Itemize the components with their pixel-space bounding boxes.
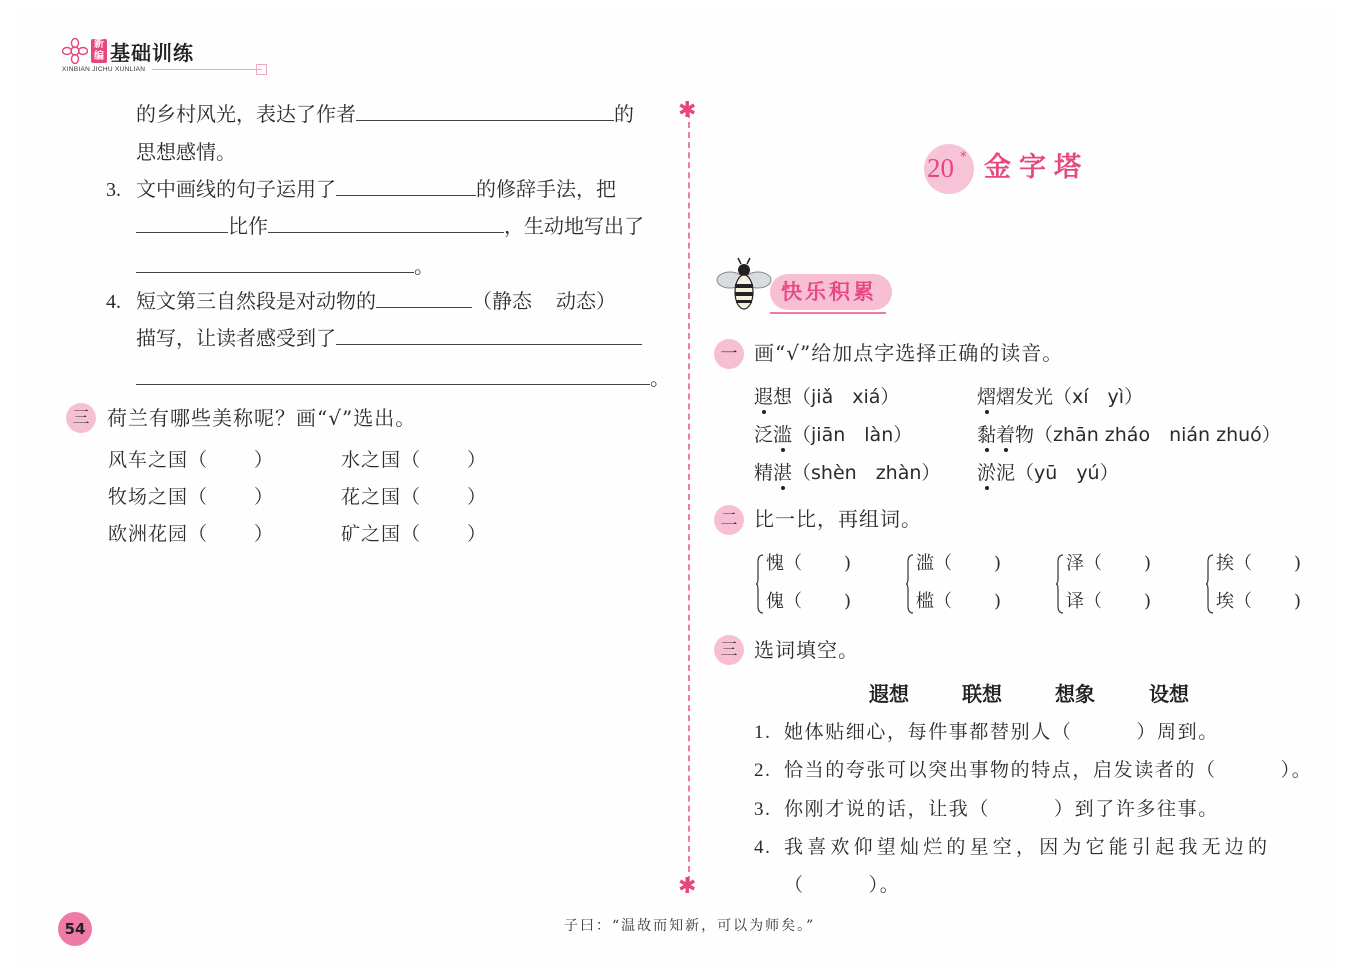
paren: （ [784, 874, 805, 896]
paren: ) [994, 553, 1002, 574]
pronunciation-item[interactable] [977, 423, 1281, 447]
paren: ) [844, 591, 852, 612]
brace-icon [906, 554, 914, 614]
word-bank-item: 想象 [1055, 682, 1095, 706]
question-number: 4. [106, 291, 121, 313]
option-item[interactable] [108, 448, 274, 472]
pronunciation-item[interactable] [977, 461, 1119, 485]
fill-item[interactable] [754, 835, 1271, 860]
compare-pair [1056, 552, 1160, 616]
fill-item-continuation[interactable] [784, 873, 900, 897]
option-item[interactable] [341, 522, 487, 546]
word-bank-item: 联想 [962, 682, 1002, 706]
question-4-line-3 [136, 366, 670, 390]
answer-blank[interactable] [356, 102, 614, 121]
pair-char[interactable]: 泽（ [1066, 553, 1102, 574]
series-badge: 新编 [91, 39, 107, 63]
question-4-line-1 [106, 289, 616, 314]
answer-blank[interactable] [376, 289, 472, 308]
option-label: 矿之国（ [341, 523, 422, 545]
page-number: 54 [58, 912, 92, 946]
flower-logo-icon [62, 38, 88, 64]
fill-item[interactable] [754, 758, 1312, 783]
option-label: 风车之国（ [108, 449, 209, 471]
question-number: 3. [106, 179, 121, 201]
bee-icon [714, 256, 772, 314]
option-item[interactable] [108, 522, 274, 546]
paren: ) [1294, 591, 1302, 612]
word-rest: 想 [773, 386, 793, 408]
pair-char[interactable]: 槛（ [916, 591, 952, 612]
word-bank-item: 设想 [1149, 682, 1189, 706]
word-rest: 泥 [996, 462, 1016, 484]
answer-blank[interactable] [336, 177, 476, 196]
left-line-2: 思想感情。 [136, 140, 236, 164]
brace-icon [1056, 554, 1064, 614]
word-rest: 熠发光 [996, 386, 1054, 408]
left-line-1 [136, 102, 634, 126]
paren: ） [467, 449, 488, 471]
section-3-question: 选词填空。 [754, 638, 859, 662]
section-badge: 二 [714, 505, 744, 535]
dotted-char: 着 [996, 424, 1016, 446]
answer-blank[interactable] [136, 366, 650, 385]
question-number: 2. [754, 760, 772, 781]
paren: ） [254, 449, 275, 471]
text: ）周到。 [1136, 721, 1219, 743]
text: 的乡村风光，表达了作者 [136, 102, 356, 126]
question-3-line-2 [136, 214, 644, 238]
paren: ) [1144, 591, 1152, 612]
series-pinyin: XINBIAN JICHU XUNLIAN [62, 66, 146, 73]
option-item[interactable] [341, 448, 487, 472]
dotted-char: 熠 [977, 386, 997, 408]
paren: ) [994, 591, 1002, 612]
pair-char[interactable]: 译（ [1066, 591, 1102, 612]
question-number: 1. [754, 722, 772, 743]
answer-blank[interactable] [136, 254, 414, 273]
word-start: 泛 [754, 424, 774, 446]
pair-char[interactable]: 愧（ [766, 553, 802, 574]
dotted-char: 淤 [977, 462, 997, 484]
pronunciation-item[interactable] [754, 385, 899, 409]
section-tag-label: 快乐积累 [781, 280, 877, 304]
fill-item[interactable] [754, 720, 1219, 745]
text: 比作 [228, 214, 268, 238]
dotted-char: 湛 [773, 462, 793, 484]
footer-quote: 子曰：“温故而知新，可以为师矣。” [564, 918, 816, 934]
lesson-number: 20 [927, 153, 954, 183]
question-number: 4. [754, 837, 772, 858]
brace-icon [756, 554, 764, 614]
paren: ) [1144, 553, 1152, 574]
option-label: 欧洲花园（ [108, 523, 209, 545]
answer-blank[interactable] [136, 214, 228, 233]
text: 短文第三自然段是对动物的 [136, 289, 376, 313]
pronunciation-item[interactable] [754, 423, 912, 447]
paren: ） [467, 486, 488, 508]
header-box-decoration [256, 64, 267, 75]
pinyin-options: （jiǎ xiá） [792, 386, 900, 408]
pronunciation-item[interactable] [977, 385, 1143, 409]
pinyin-options: （xí yì） [1053, 386, 1144, 408]
text: 的 [614, 102, 634, 126]
text: ）。 [1280, 759, 1313, 781]
paren: ） [467, 523, 488, 545]
section-badge: 一 [714, 339, 744, 369]
compare-pair [1206, 552, 1310, 616]
question-4-line-2 [136, 326, 642, 350]
option-label: 水之国（ [341, 449, 422, 471]
header-rule [152, 69, 262, 70]
dotted-char: 黏 [977, 424, 997, 446]
text: ）到了许多往事。 [1054, 798, 1219, 820]
section-2-question: 比一比，再组词。 [754, 507, 922, 531]
pronunciation-item[interactable] [754, 461, 940, 485]
column-divider [688, 112, 690, 882]
lesson-title: 金字塔 [984, 152, 1089, 183]
text: 动态） [556, 289, 616, 313]
compare-pair [906, 552, 1010, 616]
divider-star-icon: ✱ [678, 98, 697, 123]
text: 你刚才说的话，让我（ [784, 798, 991, 820]
option-label: 牧场之国（ [108, 486, 209, 508]
pair-char[interactable]: 埃（ [1216, 591, 1252, 612]
paren: ） [254, 486, 275, 508]
lesson-star: * [960, 150, 967, 165]
pair-char[interactable]: 挨（ [1216, 553, 1252, 574]
section-badge: 三 [714, 635, 744, 665]
question-number: 3. [754, 799, 772, 820]
series-title: 基础训练 [110, 41, 194, 65]
fill-item[interactable] [754, 797, 1219, 822]
text: （静态 [472, 289, 532, 313]
answer-blank[interactable] [336, 326, 642, 345]
series-logo [62, 38, 212, 74]
paren: ） [254, 523, 275, 545]
text: 。 [650, 366, 670, 390]
answer-blank[interactable] [268, 214, 504, 233]
text: 恰当的夸张可以突出事物的特点，启发读者的（ [784, 759, 1217, 781]
question-3-line-3 [136, 254, 434, 278]
compare-pair [756, 552, 860, 616]
pair-char[interactable]: 傀（ [766, 591, 802, 612]
paren: ) [844, 553, 852, 574]
text: 文中画线的句子运用了 [136, 177, 336, 201]
option-item[interactable] [341, 485, 487, 509]
text: ）。 [868, 874, 901, 896]
option-label: 花之国（ [341, 486, 422, 508]
text: 我喜欢仰望灿烂的星空，因为它能引起我无边的 [784, 836, 1272, 858]
word-start: 精 [754, 462, 774, 484]
section-1-question: 画“√”给加点字选择正确的读音。 [754, 341, 1064, 365]
dotted-char: 遐 [754, 386, 774, 408]
pinyin-options: （yū yú） [1015, 462, 1119, 484]
pinyin-options: （zhān zháo nián zhuó） [1034, 424, 1281, 446]
text: 。 [414, 254, 434, 278]
dotted-char: 滥 [773, 424, 793, 446]
option-item[interactable] [108, 485, 274, 509]
text: 描写，让读者感受到了 [136, 326, 336, 350]
section-3-question: 荷兰有哪些美称呢？画“√”选出。 [107, 406, 417, 430]
divider-star-icon: ✱ [678, 874, 697, 899]
brace-icon [1206, 554, 1214, 614]
section-tag-underline [770, 312, 886, 314]
word-bank-item: 遐想 [869, 682, 909, 706]
text: 的修辞手法，把 [476, 177, 616, 201]
paren: ) [1294, 553, 1302, 574]
word-rest: 物 [1015, 424, 1035, 446]
section-badge: 三 [66, 403, 96, 433]
pair-char[interactable]: 滥（ [916, 553, 952, 574]
pinyin-options: （shèn zhàn） [792, 462, 941, 484]
text: ，生动地写出了 [504, 214, 644, 238]
text: 她体贴细心，每件事都替别人（ [784, 721, 1073, 743]
pinyin-options: （jiān làn） [792, 424, 913, 446]
question-3-line-1 [106, 177, 616, 202]
